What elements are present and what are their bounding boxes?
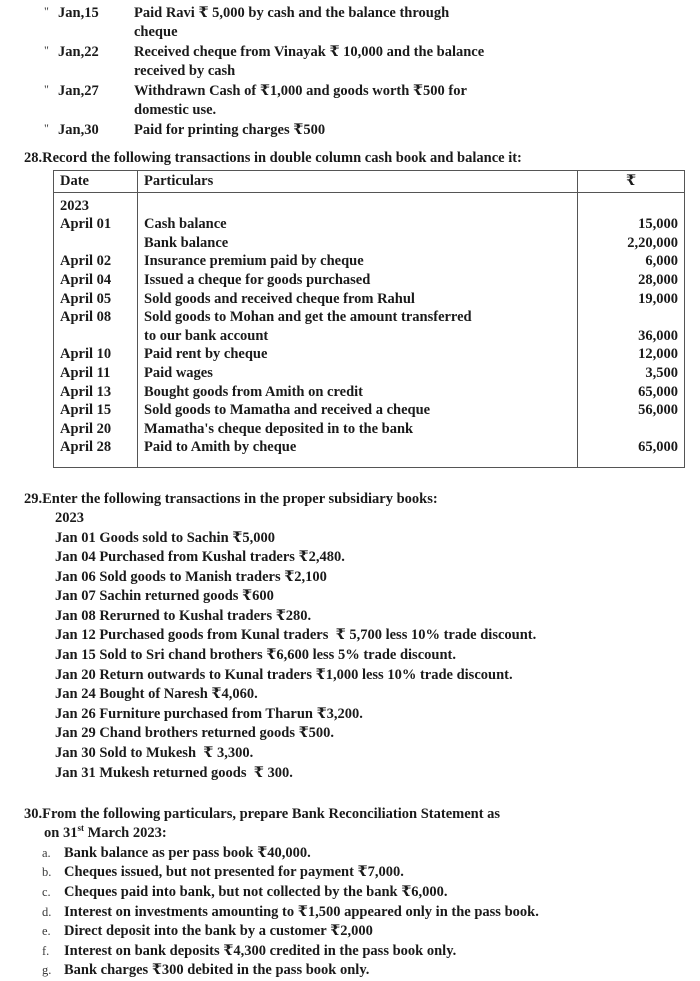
list-item: Jan 29 Chand brothers returned goods ₹500.	[55, 725, 335, 742]
cell-particulars: Issued a cheque for goods purchased	[138, 271, 578, 290]
transaction-row	[0, 121, 700, 140]
list-item: Jan 08 Rerurned to Kushal traders ₹280.	[55, 607, 312, 624]
table-row	[54, 234, 685, 253]
list-marker: a.	[42, 845, 51, 860]
table-row	[54, 195, 685, 216]
transaction-date: Jan,15	[58, 5, 99, 21]
list-item: Jan 24 Bought of Naresh ₹4,060.	[55, 686, 258, 703]
cell-amount: 3,500	[578, 364, 685, 383]
list-item: Jan 06 Sold goods to Manish traders ₹2,100	[55, 568, 327, 585]
list-item: Jan 07 Sachin returned goods ₹600	[55, 588, 274, 605]
list-marker: e.	[42, 924, 51, 939]
ditto-mark: "	[44, 82, 49, 96]
list-item-text: Bank charges ₹300 debited in the pass book only.	[64, 962, 370, 979]
transaction-description-line2: domestic use.	[134, 102, 217, 118]
list-item	[42, 922, 700, 942]
cell-date: April 01	[54, 215, 138, 234]
list-item: Jan 31 Mukesh returned goods ₹ 300.	[55, 764, 293, 781]
transaction-date: Jan,27	[58, 83, 99, 99]
transaction-description-line1: Paid Ravi ₹ 5,000 by cash and the balance through	[134, 5, 450, 21]
transaction-date: Jan,22	[58, 44, 99, 60]
cell-date: April 10	[54, 345, 138, 364]
list-marker: f.	[42, 943, 50, 958]
table-header-row	[54, 171, 685, 193]
cell-particulars: Sold goods to Mamatha and received a cheque	[138, 401, 578, 420]
cell-amount: 65,000	[578, 383, 685, 402]
transaction-description-line1: Withdrawn Cash of ₹1,000 and goods worth ₹500 for	[134, 83, 467, 99]
cell-particulars	[138, 195, 578, 216]
spacer-cell	[138, 460, 578, 468]
transaction-description-line2: received by cash	[134, 63, 236, 79]
table-row	[54, 438, 685, 460]
question-28-heading	[0, 149, 700, 168]
transaction-date: Jan,30	[58, 122, 99, 138]
cell-amount: 65,000	[578, 438, 685, 460]
list-item: Jan 15 Sold to Sri chand brothers ₹6,600 less 5% trade discount.	[55, 647, 456, 664]
cell-amount: 56,000	[578, 401, 685, 420]
list-item: Jan 20 Return outwards to Kunal traders ₹1,000 less 10% trade discount.	[55, 666, 513, 683]
question-30-number: 30.	[24, 806, 43, 823]
transaction-description	[130, 121, 700, 140]
cell-particulars: Paid wages	[138, 364, 578, 383]
table-row	[54, 364, 685, 383]
list-item-text: Interest on investments amounting to ₹1,500 appeared only in the pass book.	[64, 903, 539, 920]
cell-date: April 08	[54, 308, 138, 327]
transaction-row	[0, 4, 700, 42]
column-header-amount: ₹	[578, 171, 685, 193]
date-suffix: March 2023:	[83, 825, 167, 842]
question-29-text: Enter the following transactions in the proper subsidiary books:	[42, 490, 438, 507]
cell-amount	[578, 420, 685, 439]
cell-amount: 28,000	[578, 271, 685, 290]
question-29-number: 29.	[24, 490, 43, 507]
table-row	[54, 383, 685, 402]
cell-particulars: Paid rent by cheque	[138, 345, 578, 364]
cell-date	[54, 327, 138, 346]
cell-date: April 02	[54, 252, 138, 271]
cell-date: April 05	[54, 290, 138, 309]
cell-amount	[578, 308, 685, 327]
spacer	[0, 783, 700, 805]
question-30-heading	[0, 805, 700, 824]
list-item: Jan 26 Furniture purchased from Tharun ₹3,200.	[55, 705, 363, 722]
table-row	[54, 327, 685, 346]
cell-date	[54, 234, 138, 253]
column-header-date: Date	[54, 171, 138, 193]
transaction-row	[0, 82, 700, 120]
table-row	[54, 215, 685, 234]
date-ordinal-suffix: st	[77, 823, 84, 834]
list-item-text: Cheques paid into bank, but not collected by the bank ₹6,000.	[64, 884, 448, 900]
table-row	[54, 420, 685, 439]
list-item-text: Direct deposit into the bank by a customer ₹2,000	[64, 923, 373, 940]
cell-amount	[578, 195, 685, 216]
list-item-text: Interest on bank deposits ₹4,300 credited in the pass book only.	[64, 942, 457, 959]
transaction-description-line1: Paid for printing charges ₹500	[134, 122, 326, 138]
cell-date: April 04	[54, 271, 138, 290]
transaction-description-line1: Received cheque from Vinayak ₹ 10,000 and the balance	[134, 44, 485, 60]
question-28-number: 28.	[24, 150, 43, 166]
cell-date: April 11	[54, 364, 138, 383]
transaction-description-line2: cheque	[134, 24, 178, 40]
table-row	[54, 252, 685, 271]
list-item	[42, 942, 700, 962]
table-body	[54, 192, 685, 467]
cell-particulars: Insurance premium paid by cheque	[138, 252, 578, 271]
table-bottom-row	[54, 460, 685, 468]
ditto-mark: "	[44, 121, 49, 135]
cell-particulars: Mamatha's cheque deposited in to the bank	[138, 420, 578, 439]
date-prefix: on 31	[44, 825, 78, 842]
cell-amount: 2,20,000	[578, 234, 685, 253]
cell-particulars: Cash balance	[138, 215, 578, 234]
question-29-year: 2023	[55, 509, 84, 526]
list-item: Jan 04 Purchased from Kushal traders ₹2,480.	[55, 549, 345, 566]
list-item	[42, 844, 700, 864]
table-row	[54, 345, 685, 364]
question-29-heading	[0, 490, 700, 509]
list-item: Jan 01 Goods sold to Sachin ₹5,000	[55, 529, 275, 546]
continued-transactions-list	[0, 0, 700, 140]
cell-particulars: Bought goods from Amith on credit	[138, 383, 578, 402]
table-row	[54, 401, 685, 420]
list-item	[42, 903, 700, 923]
spacer	[0, 468, 700, 490]
list-item: Jan 30 Sold to Mukesh ₹ 3,300.	[55, 745, 254, 762]
list-item-text: Bank balance as per pass book ₹40,000.	[64, 844, 311, 861]
cell-particulars: Bank balance	[138, 234, 578, 253]
cell-date: 2023	[54, 195, 138, 216]
transaction-row	[0, 43, 700, 81]
spacer-cell	[54, 460, 138, 468]
table-row	[54, 271, 685, 290]
table-row	[54, 290, 685, 309]
cell-date: April 13	[54, 383, 138, 402]
list-item	[42, 883, 700, 903]
cell-particulars: to our bank account	[138, 327, 578, 346]
ditto-mark: "	[44, 43, 49, 57]
cell-amount: 6,000	[578, 252, 685, 271]
question-30-date-line	[0, 824, 700, 844]
cell-particulars: Sold goods and received cheque from Rahul	[138, 290, 578, 309]
list-marker: b.	[42, 865, 52, 880]
transaction-description	[130, 82, 700, 120]
list-marker: c.	[42, 885, 51, 899]
cell-amount: 12,000	[578, 345, 685, 364]
question-30-list	[0, 844, 700, 981]
cell-particulars: Sold goods to Mohan and get the amount transferred	[138, 308, 578, 327]
cell-date: April 20	[54, 420, 138, 439]
list-item	[42, 863, 700, 883]
question-29-list	[0, 509, 700, 783]
list-item: Jan 12 Purchased goods from Kunal traders ₹ 5,700 less 10% trade discount.	[55, 627, 537, 644]
cell-amount: 19,000	[578, 290, 685, 309]
cell-amount: 15,000	[578, 215, 685, 234]
list-item	[42, 961, 700, 981]
table-header	[54, 171, 685, 193]
table-row	[54, 308, 685, 327]
spacer-cell	[578, 460, 685, 468]
question-28-text: Record the following transactions in double column cash book and balance it:	[42, 150, 522, 166]
transaction-description	[130, 43, 700, 81]
cell-amount: 36,000	[578, 327, 685, 346]
list-item-text: Cheques issued, but not presented for payment ₹7,000.	[64, 864, 404, 881]
transaction-description	[130, 4, 700, 42]
cell-date: April 15	[54, 401, 138, 420]
column-header-particulars: Particulars	[138, 171, 578, 193]
list-marker: d.	[42, 904, 52, 919]
list-marker: g.	[42, 963, 52, 978]
question-30-text: From the following particulars, prepare Bank Reconciliation Statement as	[42, 806, 501, 823]
cell-particulars: Paid to Amith by cheque	[138, 438, 578, 460]
spacer	[0, 141, 700, 149]
cell-date: April 28	[54, 438, 138, 460]
ditto-mark: "	[44, 4, 49, 18]
cash-book-table-wrapper	[0, 170, 700, 468]
cash-book-table	[53, 170, 685, 468]
